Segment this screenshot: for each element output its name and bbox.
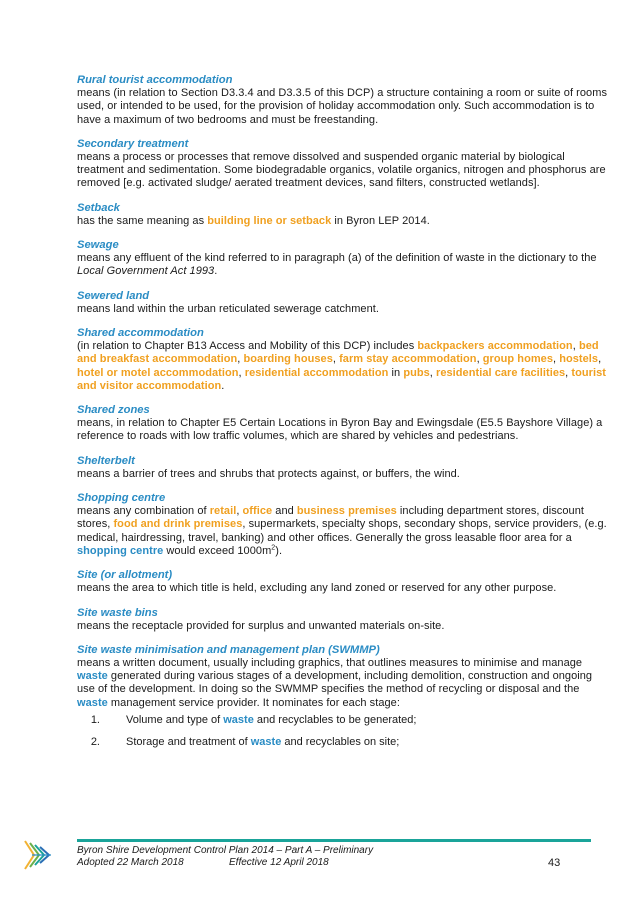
definition-term: Sewered land <box>77 289 150 302</box>
defined-term-link[interactable]: business premises <box>296 505 397 518</box>
definition-entry <box>77 73 607 127</box>
definition-text: and <box>272 505 297 518</box>
numbered-list <box>77 714 607 750</box>
definition-text: in Byron LEP 2014. <box>331 214 430 227</box>
definition-term: Shopping centre <box>77 492 166 505</box>
defined-term-link[interactable]: tourist and visitor accommodation <box>77 366 606 392</box>
definition-text: and recyclables on site; <box>281 736 400 749</box>
definition-entry <box>77 289 607 316</box>
definition-body <box>77 215 607 228</box>
definition-text: , supermarkets, specialty shops, secondary shops, service providers, (e.g. medical, hairdressing, travel, banking) and other offices. Generally the gross leasable floor area for a <box>77 518 607 544</box>
definition-text: means any combination of <box>77 505 210 518</box>
definition-text: . <box>214 265 218 278</box>
footer-effective-date: Effective 12 April 2018 <box>229 857 329 868</box>
definition-entry <box>77 568 607 595</box>
definition-text: , <box>598 353 602 366</box>
definition-text: management service provider. It nominates for each stage: <box>107 696 400 709</box>
definition-text: , <box>238 366 245 379</box>
definition-body <box>77 620 607 633</box>
definition-text: Storage and treatment of <box>126 736 251 749</box>
defined-term-link[interactable]: retail <box>209 505 237 518</box>
footer-text <box>77 845 373 869</box>
definition-text: and recyclables to be generated; <box>253 714 417 727</box>
definition-text: Volume and type of <box>126 714 224 727</box>
defined-term-link[interactable]: residential care facilities <box>436 366 566 379</box>
definition-body <box>77 582 607 595</box>
definition-text: means (in relation to Section D3.3.4 and D3.3.5 of this DCP) a structure containing a room or suite of rooms used, or intended to be used, for the provision of holiday accommodation only. Such accommodation is to have a maximum of two bedrooms and must be freestanding. <box>77 87 607 126</box>
list-item-text <box>126 714 416 727</box>
definition-text: , <box>572 339 579 352</box>
definition-body <box>77 505 607 558</box>
definition-text: , <box>429 366 437 379</box>
defined-term-link[interactable]: building line or setback <box>207 214 332 227</box>
defined-term-link[interactable]: farm stay accommodation <box>339 353 477 366</box>
defined-term-link[interactable]: office <box>242 505 273 518</box>
definition-term: Rural tourist accommodation <box>77 74 233 86</box>
definition-text: means any effluent of the kind referred to in paragraph (a) of the definition of waste in the dictionary to the <box>77 252 597 265</box>
definition-text: means land within the urban reticulated sewerage catchment. <box>77 302 379 315</box>
defined-term-link[interactable]: waste <box>77 670 108 683</box>
list-item-text <box>126 736 399 749</box>
definition-text: , <box>553 353 560 366</box>
definition-term: Sewage <box>77 239 119 252</box>
definition-body <box>77 468 607 481</box>
definition-entry <box>77 201 607 228</box>
definition-body <box>77 252 607 279</box>
list-item-number: 1. <box>90 714 100 727</box>
definition-text: generated during various stages of a development, including demolition, construction and ongoing use of the development. In doing so the SWMMP specifies the method of recycling or disposal and the <box>77 670 593 696</box>
definition-body <box>77 303 607 316</box>
definition-text: in <box>388 366 404 379</box>
definition-text: , <box>236 505 243 518</box>
definition-term: Site waste bins <box>77 606 158 619</box>
definition-entry <box>77 454 607 481</box>
list-item-number: 2. <box>90 736 100 749</box>
definition-entry <box>77 491 607 558</box>
superscript: 2 <box>271 544 276 552</box>
definition-term: Shared accommodation <box>77 326 204 339</box>
defined-term-link[interactable]: pubs <box>403 366 430 379</box>
definition-entry <box>77 326 607 393</box>
definition-body <box>77 657 607 710</box>
definition-text: means the area to which title is held, excluding any land zoned or reserved for any other purpose. <box>77 582 557 595</box>
defined-term-link[interactable]: hostels <box>559 353 599 366</box>
definition-text: including department stores, discount stores, <box>77 505 584 531</box>
definition-term: Setback <box>77 201 120 214</box>
definition-body <box>77 417 607 444</box>
definition-text: , <box>476 353 483 366</box>
definition-term: Site (or allotment) <box>77 569 173 582</box>
definition-body <box>77 340 607 393</box>
defined-term-link[interactable]: hotel or motel accommodation <box>77 366 239 379</box>
act-title: Local Government Act 1993 <box>77 265 215 278</box>
definition-text: means a written document, usually including graphics, that outlines measures to minimise and manage <box>77 656 583 669</box>
definition-text: means the receptacle provided for surplus and unwanted materials on-site. <box>77 619 445 632</box>
definition-entry <box>77 606 607 633</box>
definition-text: would exceed 1000m <box>163 544 272 557</box>
defined-term-link[interactable]: food and drink premises <box>113 518 243 531</box>
footer-rule <box>77 839 591 842</box>
definition-text: . <box>221 379 225 392</box>
footer-title: Byron Shire Development Control Plan 2014 – Part A – Preliminary <box>77 845 374 856</box>
definition-text: means, in relation to Chapter E5 Certain Locations in Byron Bay and Ewingsdale (E5.5 Bayshore Village) a reference to roads with low traffic volumes, which are shared by vehicles and pedestrians. <box>77 417 603 443</box>
definitions-list <box>77 73 607 760</box>
defined-term-link[interactable]: waste <box>250 736 282 749</box>
definition-text: (in relation to Chapter B13 Access and Mobility of this DCP) includes <box>77 339 418 352</box>
definition-term: Shelterbelt <box>77 454 135 467</box>
byron-shire-logo-icon <box>22 838 54 872</box>
defined-term-link[interactable]: waste <box>223 714 254 727</box>
list-item <box>77 714 607 727</box>
definition-term: Site waste minimisation and management plan (SWMMP) <box>77 643 380 656</box>
definition-term: Secondary treatment <box>77 137 189 150</box>
definition-entry <box>77 238 607 279</box>
definition-text: ). <box>275 544 283 557</box>
definition-text: , <box>237 353 244 366</box>
definition-entry <box>77 137 607 191</box>
definition-entry <box>77 403 607 444</box>
defined-term-link[interactable]: waste <box>77 696 108 709</box>
definition-body <box>77 151 607 191</box>
list-item <box>77 736 607 749</box>
page-number: 43 <box>548 857 561 869</box>
definition-body <box>77 87 607 127</box>
definition-text: has the same meaning as <box>77 214 208 227</box>
defined-term-link[interactable]: residential accommodation <box>244 366 389 379</box>
definition-entry <box>77 643 607 750</box>
definition-text: , <box>565 366 572 379</box>
defined-term-link[interactable]: boarding houses <box>243 353 333 366</box>
definition-text: means a process or processes that remove dissolved and suspended organic material by biological treatment and sedimentation. Some biodegradable organics, volatile organics, nitrogen and phosphorus are removed [e.g. activated sludge/ aerated treatment devices, sand filters, constructed wetlands]. <box>77 150 606 190</box>
defined-term-link[interactable]: bed and breakfast accommodation <box>77 339 599 366</box>
defined-term-link[interactable]: shopping centre <box>77 544 164 557</box>
definition-text: , <box>332 353 340 366</box>
definition-term: Shared zones <box>77 404 150 417</box>
defined-term-link[interactable]: group homes <box>482 353 553 366</box>
definition-text: means a barrier of trees and shrubs that protects against, or buffers, the wind. <box>77 467 460 480</box>
footer-adopted-date: Adopted 22 March 2018 <box>77 857 184 868</box>
defined-term-link[interactable]: backpackers accommodation <box>417 339 573 352</box>
